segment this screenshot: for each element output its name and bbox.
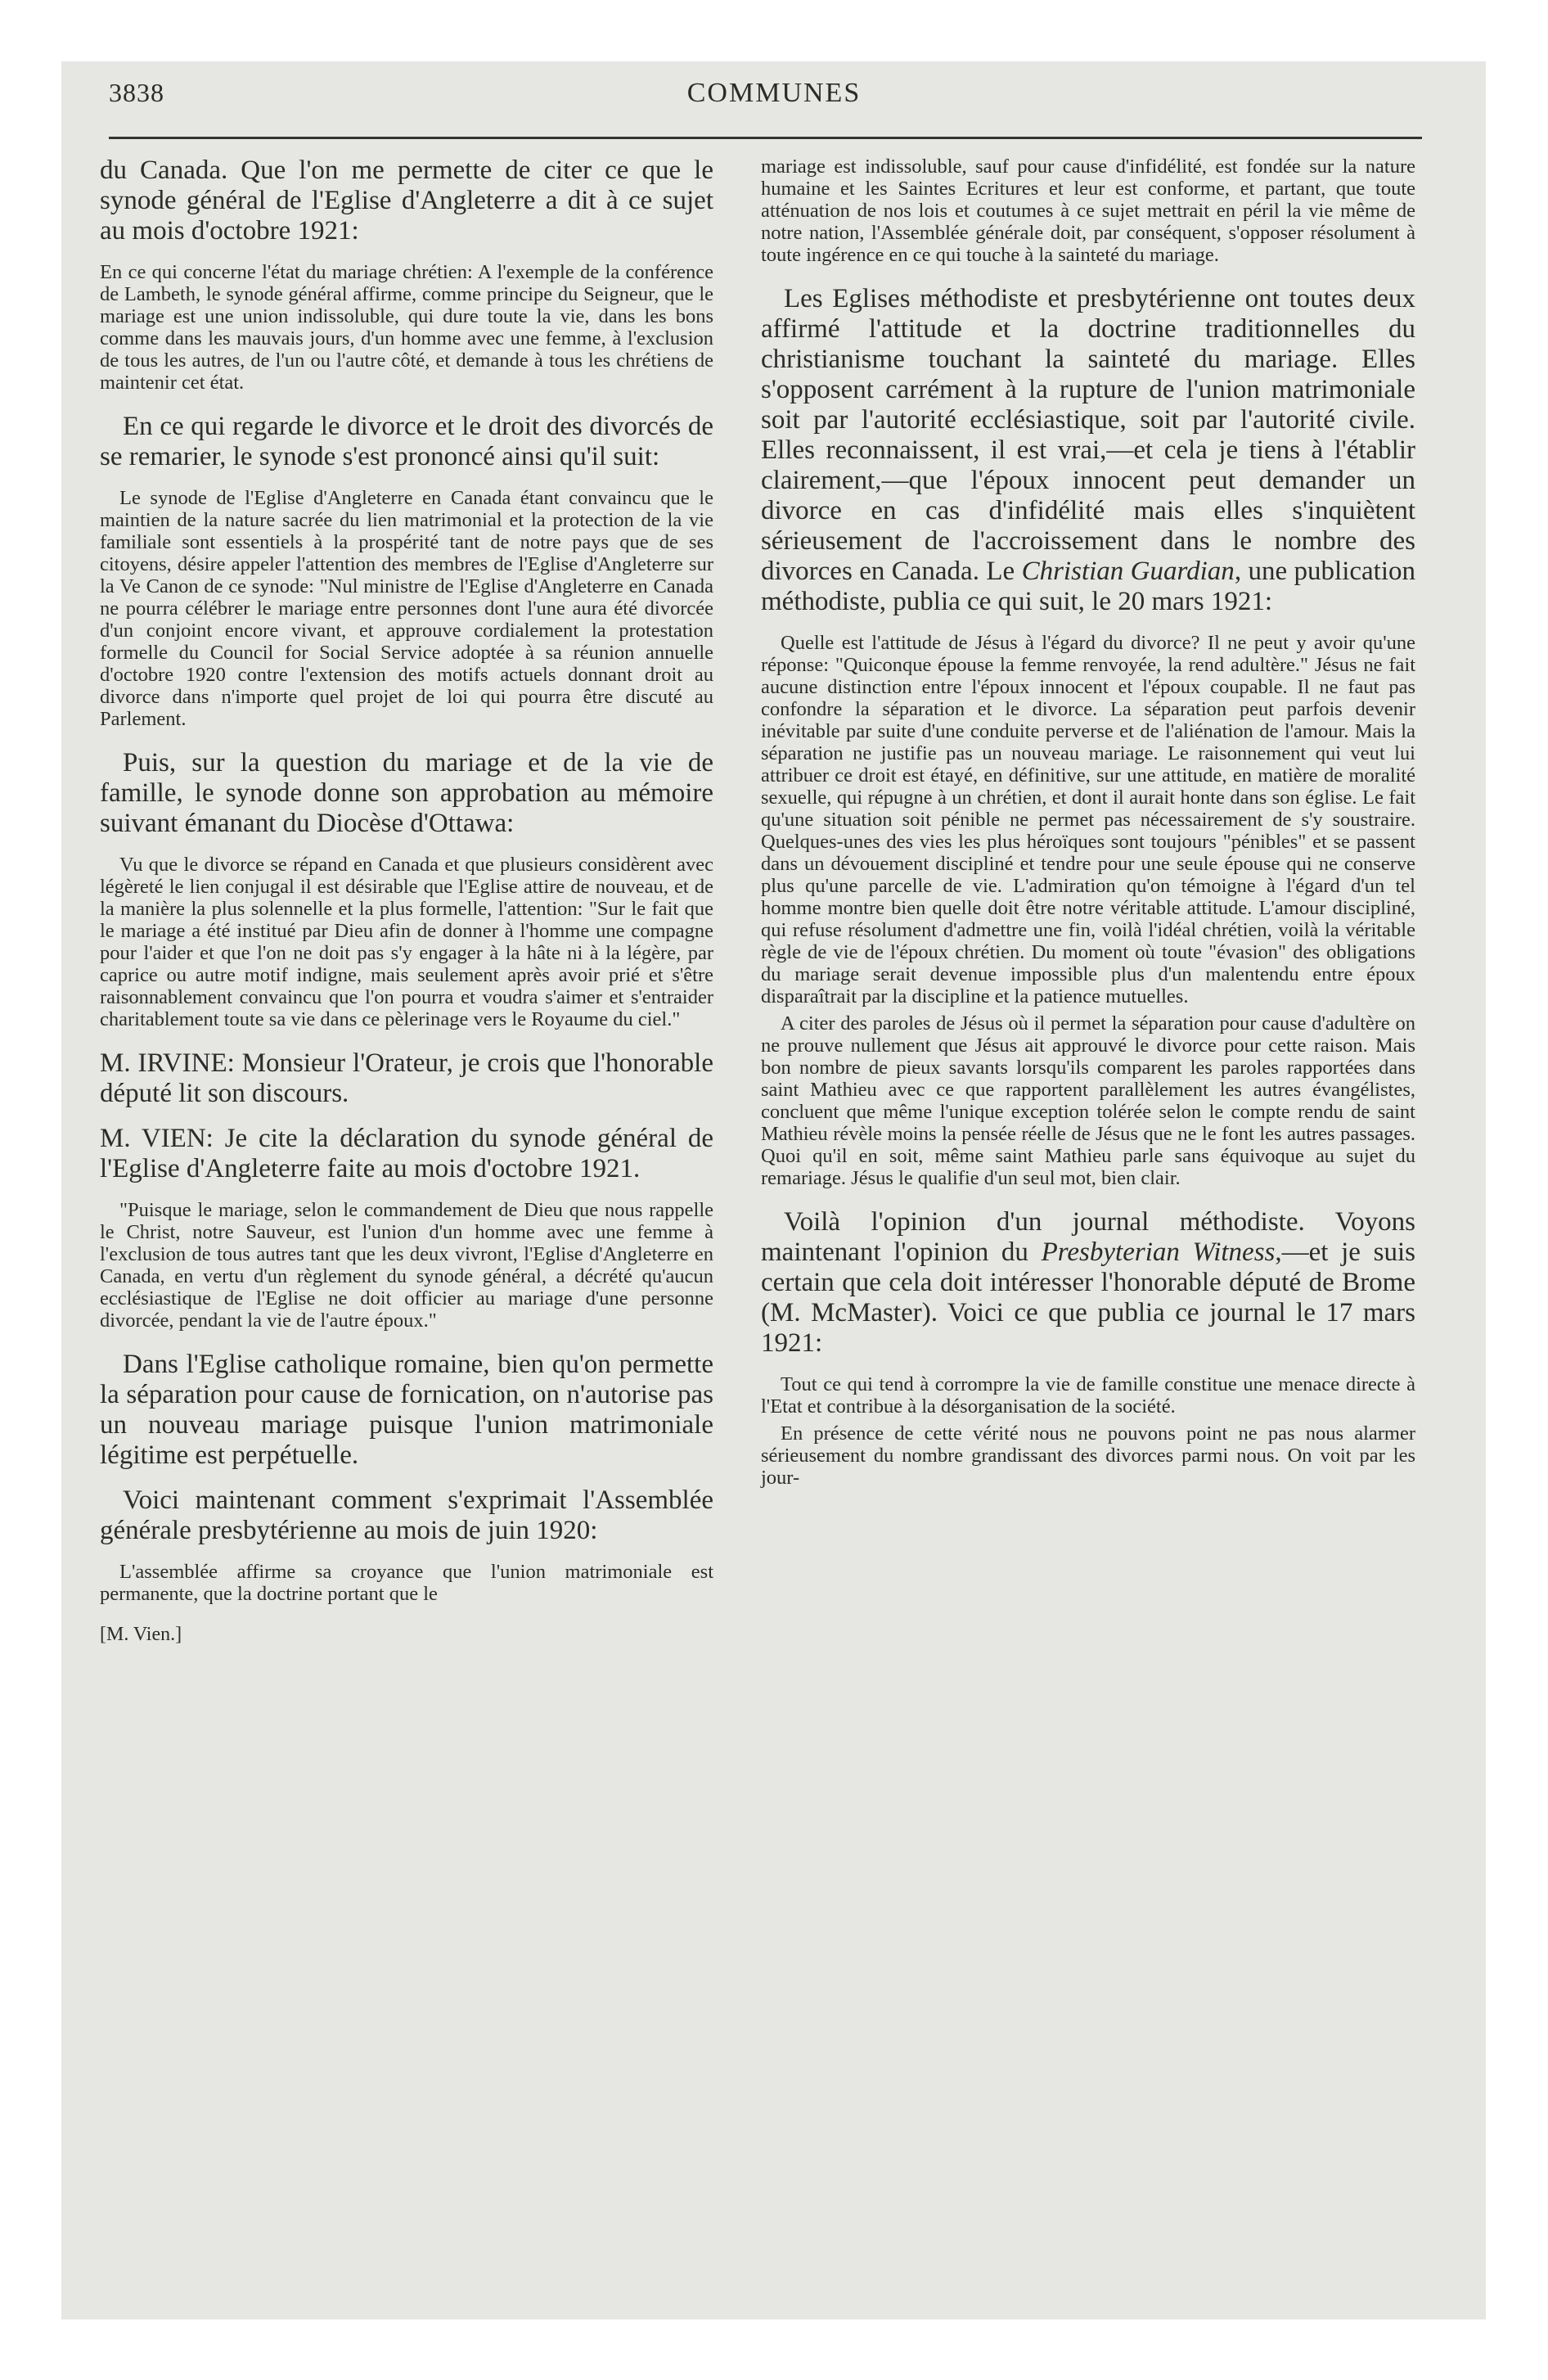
speech-paragraph: Puis, sur la question du mariage et de la vie de famille, le synode donne son approbation au mémoire suivant émanant du Diocèse d'Ottawa: [100, 748, 713, 838]
quote-paragraph: Vu que le divorce se répand en Canada et que plusieurs considèrent avec légèreté le lien conjugal il est désirable que l'Eglise attire de nouveau, et de la manière la plus solennelle et la plus formelle, l'attention: "Sur le fait que le mariage a été institué par Dieu afin de donner à l'homme une compagne pour l'aider et que l'on ne doit pas s'y engager à la hâte ni à la légère, par caprice ou autre motif indigne, mais seulement après avoir prié et s'être raisonnablement convaincu que l'on pourra et voudra s'aimer et s'entraider charitablement toute sa vie dans ce pèlerinage vers le Royaume du ciel." [100, 854, 713, 1030]
publication-title: Christian Guardian [1021, 557, 1235, 586]
speaker-irvine: M. IRVINE: Monsieur l'Orateur, je crois que l'honorable député lit son discours. [100, 1048, 713, 1108]
speech-paragraph: Les Eglises méthodiste et presbytérienne ont toutes deux affirmé l'attitude et la doctrine traditionnelles du christianisme touchant la sainteté du mariage. Elles s'opposent carrément à la rupture de l'union matrimoniale soit par l'autorité ecclésiastique, soit par l'autorité civile. Elles reconnaissent, il est vrai,—et cela je tiens à l'établir clairement,—que l'époux innocent peut demander un divorce en cas d'infidélité mais elles s'inquiètent sérieusement de l'accroissement dans le nombre des divorces en Canada. Le Christian Guardian, une publication méthodiste, publia ce qui suit, le 20 mars 1921: [761, 284, 1415, 616]
left-column [100, 156, 713, 1646]
quote-paragraph: "Puisque le mariage, selon le commandement de Dieu que nous rappelle le Christ, notre Sauveur, est l'union d'un homme avec une femme à l'exclusion de tous autres tant que les deux vivront, l'Eglise d'Angleterre en Canada, en vertu d'un règlement du synode général, a décrété qu'aucun ecclésiastique de l'Eglise ne doit officier au mariage d'une personne divorcée, pendant la vie de l'autre époux." [100, 1199, 713, 1332]
header-rule [109, 137, 1422, 139]
quote-paragraph: L'assemblée affirme sa croyance que l'union matrimoniale est permanente, que la doctrine portant que le [100, 1561, 713, 1605]
quote-paragraph: Quelle est l'attitude de Jésus à l'égard du divorce? Il ne peut y avoir qu'une réponse: "Quiconque épouse la femme renvoyée, la rend adultère." Jésus ne fait aucune distinction entre l'époux innocent et l'époux coupable. Il ne faut pas confondre la séparation et le divorce. La séparation peut parfois devenir inévitable par suite d'une conduite perverse et de l'aliénation de l'amour. Mais la séparation ne justifie pas un nouveau mariage. Le raisonnement qui veut lui attribuer ce droit est étayé, en définitive, sur une attitude, en matière de moralité sexuelle, qui répugne à un chrétien, et dont il aurait honte dans son église. Le fait qu'une situation soit pénible ne permet pas nécessairement de s'y soustraire. Quelques-unes des vies les plus héroïques sont toujours "pénibles" et se passent dans un dévouement discipliné et tendre pour une seule épouse qui ne conserve plus qu'une parcelle de vie. L'admiration qu'on témoigne à l'égard d'un tel homme montre bien quelle doit être notre véritable attitude. L'amour discipliné, qui refuse résolument d'admettre une fin, voilà l'idéal chrétien, voilà la véritable règle de vie de l'époux chrétien. Du moment où toute "évasion" des obligations du mariage serait devenue impossible plus d'un malentendu entre époux disparaîtrait par la discipline et la patience mutuelles. [761, 632, 1415, 1007]
speech-paragraph: Voilà l'opinion d'un journal méthodiste. Voyons maintenant l'opinion du Presbyterian Witness,—et je suis certain que cela doit intéresser l'honorable député de Brome (M. McMaster). Voici ce que publia ce journal le 17 mars 1921: [761, 1207, 1415, 1358]
speech-paragraph: Dans l'Eglise catholique romaine, bien qu'on permette la séparation pour cause de fornication, on n'autorise pas un nouveau mariage puisque l'union matrimoniale légitime est perpétuelle. [100, 1350, 713, 1470]
speaker-signoff: [M. Vien.] [100, 1624, 182, 1645]
quote-paragraph: En présence de cette vérité nous ne pouvons point ne pas nous alarmer sérieusement du nombre grandissant des divorces parmi nous. On voit par les jour- [761, 1422, 1415, 1489]
speaker-vien: M. VIEN: Je cite la déclaration du synode général de l'Eglise d'Angleterre faite au mois d'octobre 1921. [100, 1124, 713, 1183]
speech-paragraph: En ce qui regarde le divorce et le droit des divorcés de se remarier, le synode s'est prononcé ainsi qu'il suit: [100, 412, 713, 471]
right-column [761, 156, 1415, 1507]
quote-paragraph: mariage est indissoluble, sauf pour cause d'infidélité, est fondée sur la nature humaine et les Saintes Ecritures et leur est conforme, et partant, que toute atténuation de nos lois et coutumes à ce sujet mettrait en péril la vie même de notre nation, l'Assemblée générale doit, par conséquent, s'opposer résolument à toute ingérence en ce qui touche à la sainteté du mariage. [761, 156, 1415, 266]
quote-paragraph: En ce qui concerne l'état du mariage chrétien: A l'exemple de la conférence de Lambeth, le synode général affirme, comme principe du Seigneur, que le mariage est une union indissoluble, qui dure toute la vie, dans les bons comme dans les mauvais jours, d'un homme avec une femme, à l'exclusion de tous les autres, de l'un ou l'autre côté, et demande à tous les chrétiens de maintenir cet état. [100, 261, 713, 394]
page-title: COMMUNES [686, 78, 862, 108]
speech-paragraph: Voici maintenant comment s'exprimait l'Assemblée générale presbytérienne au mois de juin 1920: [100, 1485, 713, 1545]
quote-paragraph: Le synode de l'Eglise d'Angleterre en Canada étant convaincu que le maintien de la nature sacrée du lien matrimonial et la protection de la vie familiale sont essentiels à la prospérité tant de notre pays que de ses citoyens, désire appeler l'attention des membres de l'Eglise d'Angleterre sur la Ve Canon de ce synode: "Nul ministre de l'Eglise d'Angleterre en Canada ne pourra célébrer le mariage entre personnes dont l'une aura été divorcée d'un conjoint encore vivant, et approuve cordialement la protestation formelle du Council for Social Service adoptée à sa réunion annuelle d'octobre 1920 contre l'extension des motifs actuels donnant droit au divorce dans n'importe quel projet de loi qui pourra être discuté au Parlement. [100, 487, 713, 730]
quote-paragraph: Tout ce qui tend à corrompre la vie de famille constitue une menace directe à l'Etat et contribue à la désorganisation de la société. [761, 1373, 1415, 1418]
speech-paragraph: du Canada. Que l'on me permette de citer ce que le synode général de l'Eglise d'Angleterre a dit à ce sujet au mois d'octobre 1921: [100, 156, 713, 246]
quote-paragraph: A citer des paroles de Jésus où il permet la séparation pour cause d'adultère on ne prouve nullement que Jésus ait approuvé le divorce pour cette raison. Mais bon nombre de pieux savants lorsqu'ils comparent les paroles rapportées dans saint Mathieu avec ce que rapportent parallèlement les autres évangélistes, concluent que même l'unique exception tolérée selon le compte rendu de saint Mathieu révèle moins la pensée réelle de Jésus que ne le font les autres passages. Quoi qu'il en soit, même saint Mathieu parle sans équivoque au sujet du remariage. Jésus le qualifie d'un seul mot, bien clair. [761, 1012, 1415, 1189]
page-number: 3838 [109, 78, 164, 107]
publication-title: Presbyterian Witness [1041, 1237, 1276, 1267]
